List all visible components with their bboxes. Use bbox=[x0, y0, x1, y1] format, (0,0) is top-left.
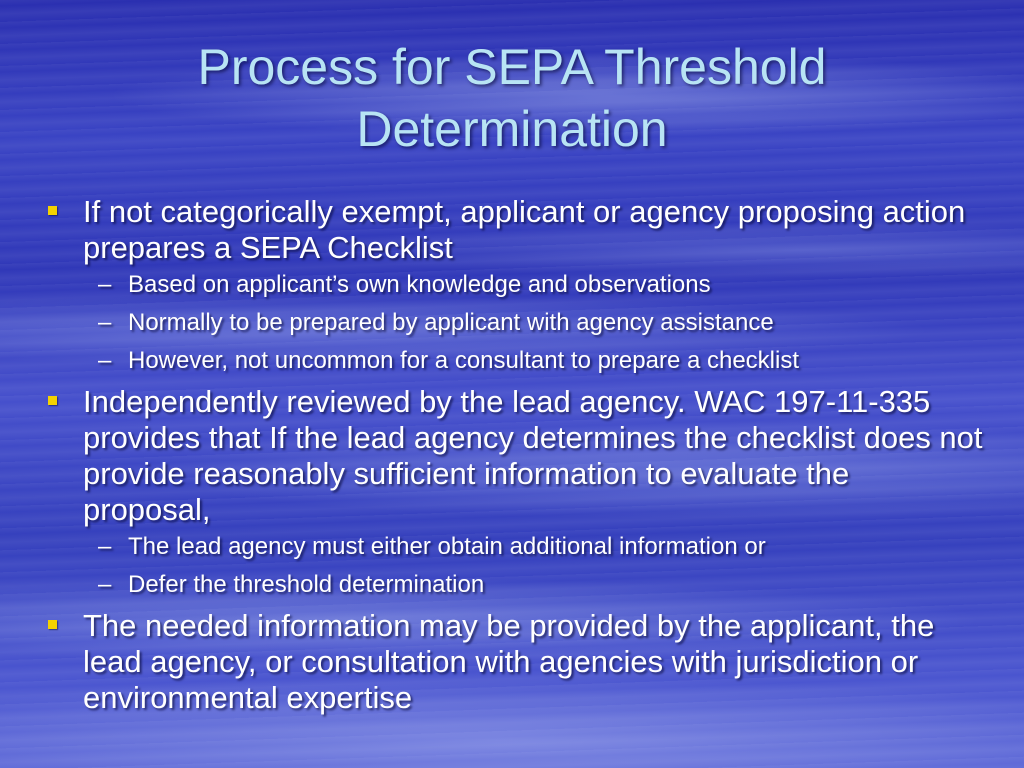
dash-bullet-icon: – bbox=[98, 533, 112, 560]
dash-bullet-icon: – bbox=[98, 571, 112, 598]
square-bullet-icon bbox=[48, 396, 57, 405]
bullet-group-1 bbox=[44, 194, 984, 376]
sub-bullet-text: Defer the threshold determination bbox=[128, 571, 485, 598]
slide-title bbox=[60, 36, 964, 160]
dash-bullet-icon: – bbox=[98, 309, 112, 336]
bullet-text: If not categorically exempt, applicant or agency proposing action prepares a SEPA Checklist bbox=[83, 194, 966, 265]
sub-bullet-text: However, not uncommon for a consultant to prepare a checklist bbox=[128, 347, 800, 374]
square-bullet-icon bbox=[48, 206, 57, 215]
slide-body bbox=[44, 194, 984, 722]
square-bullet-icon bbox=[48, 620, 57, 629]
slide-title-line-2: Determination bbox=[356, 101, 668, 157]
bullet-item bbox=[44, 608, 984, 716]
dash-bullet-icon: – bbox=[98, 271, 112, 298]
sub-bullet-item bbox=[44, 570, 984, 600]
bullet-text: Independently reviewed by the lead agency. WAC 197-11-335 provides that If the lead agency determines the checklist does not provide reasonably sufficient information to evaluate the proposal, bbox=[83, 384, 983, 527]
bullet-group-3 bbox=[44, 608, 984, 716]
bullet-text: The needed information may be provided by the applicant, the lead agency, or consultation with agencies with jurisdiction or environmental expertise bbox=[83, 608, 935, 715]
bullet-item bbox=[44, 194, 984, 266]
sub-bullet-item bbox=[44, 270, 984, 300]
bullet-group-2 bbox=[44, 384, 984, 600]
sub-bullet-item bbox=[44, 532, 984, 562]
sub-bullet-text: Based on applicant’s own knowledge and observations bbox=[128, 271, 711, 298]
sub-bullet-text: The lead agency must either obtain additional information or bbox=[128, 533, 766, 560]
bullet-item bbox=[44, 384, 984, 528]
sub-bullet-item bbox=[44, 308, 984, 338]
sub-bullet-text: Normally to be prepared by applicant with agency assistance bbox=[128, 309, 774, 336]
dash-bullet-icon: – bbox=[98, 347, 112, 374]
slide-title-line-1: Process for SEPA Threshold bbox=[197, 39, 827, 95]
sub-bullet-item bbox=[44, 346, 984, 376]
